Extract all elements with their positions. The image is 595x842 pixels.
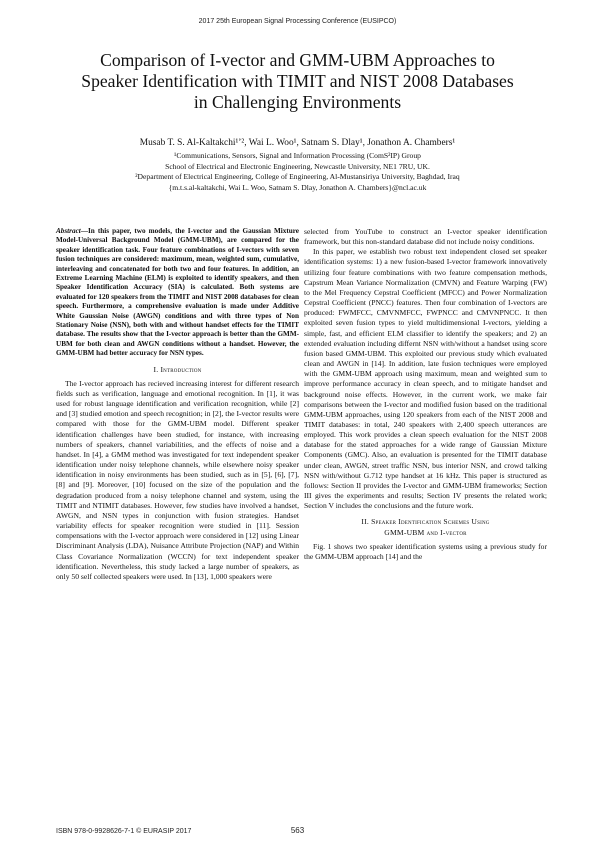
right-column bbox=[304, 227, 547, 562]
body-paragraph: The I-vector approach has recieved increasing interest for different research fields such as verification, language and emotional recognition. In [1], it was used for robust language identification and verification recognition, while [2] and [3] studied emotion and speech recognition; in [2], the I-vector results were compared with those for the GMM-UBM model. Different speaker identification challenges have been studied, for instance, with increasing numbers of speakers, channel variabilities, and the effects of noise and a handset. In [4], a GMM method was investigated for text independent speaker identification under noisy telephone channels, while elsewhere noisy speaker identification in noisy environments has been studied, such as in [5], [6], [7], [8] and [9]. Moreover, [10] focused on the size of the population and the degradation produced from a noisy telephone channel and system, using the TIMIT and NTIMIT databases. However, few studies have involved a handset, AWGN, and NSN types in conjunction with fusion strategies. Handset variability effects for speaker recognition were studied in [11]. Session compensations with the I-vector approach were considered in [12] using Linear Discriminant Analysis (LDA), Nuisance Attribute Projection (NAP) and Within Class Covariance Normalization (WCCN) for text independent speaker identification. Nevertheless, this study lacked a large number of speakers, as only 50 self collected speakers were used. In [13], 1,000 speakers were bbox=[56, 378, 299, 581]
section-number: II. bbox=[361, 517, 369, 527]
affiliation-line: {m.t.s.al-kaltakchi, Wai L. Woo, Satnam S. Dlay, Jonathon A. Chambers}@ncl.ac.uk bbox=[168, 183, 427, 193]
section-title: Introduction bbox=[160, 364, 202, 374]
isbn-footer: ISBN 978-0-9928626-7-1 © EURASIP 2017 bbox=[56, 828, 192, 835]
abstract bbox=[56, 227, 299, 359]
affiliations bbox=[40, 151, 555, 194]
abstract-label: Abstract bbox=[56, 227, 81, 235]
body-paragraph: selected from YouTube to construct an I-vector speaker identification framework, but this non-standard database did not include noisy conditions. bbox=[304, 227, 547, 247]
conference-header: 2017 25th European Signal Processing Conference (EUSIPCO) bbox=[198, 18, 397, 25]
section-title-line: Speaker Identification Schemes Using bbox=[371, 517, 490, 527]
abstract-text: —In this paper, two models, the I-vector and the Gaussian Mixture Model-Universal Background Model (GMM-UBM), are compared for the speaker identification task. Four feature combinations of I-vectors with seven fusion techniques are considered: maximum, mean, weighted sum, cumulative, interleaving and concatenated for both two and four features. In addition, an Extreme Learning Machine (ELM) is exploited to identify speakers, and then Speaker Identification Accuracy (SIA) is calculated. Both systems are evaluated for 120 speakers from the TIMIT and NIST 2008 databases for clean speech. Furthermore, a comprehensive evaluation is made under Additive White Gaussian Noise (AWGN) conditions and with three types of Non Stationary Noise (NSN), both with and without handset effects for the TIMIT database. The results show that the I-vector approach is better than the GMM-UBM for both clean and AWGN conditions without a handset. However, the GMM-UBM had better accuracy for NSN types. bbox=[56, 227, 299, 358]
section-heading-schemes bbox=[304, 517, 547, 537]
affiliation-line: School of Electrical and Electronic Engineering, Newcastle University, NE1 7RU, UK. bbox=[165, 161, 430, 171]
section-title-line: GMM-UBM and I-vector bbox=[384, 527, 467, 537]
title-line: Comparison of I-vector and GMM-UBM Approaches to bbox=[100, 50, 495, 70]
section-number: I. bbox=[153, 364, 159, 374]
affiliation-line: ¹Communications, Sensors, Signal and Information Processing (ComS²IP) Group bbox=[174, 151, 421, 160]
affiliation-line: ²Department of Electrical Engineering, College of Engineering, Al-Mustansiriya University, Baghdad, Iraq bbox=[135, 172, 460, 182]
body-paragraph: Fig. 1 shows two speaker identification systems using a previous study for the GMM-UBM approach [14] and the bbox=[304, 541, 547, 561]
paper-title bbox=[40, 50, 555, 113]
title-line: in Challenging Environments bbox=[193, 92, 402, 112]
body-paragraph: In this paper, we establish two robust text independent closed set speaker identification systems: 1) a new fusion-based I-vector framework innovatively utilizing four feature combinations with two feature compensation methods, Capstrum Mean Variance Normalization (CMVN) and Feature Warping (FW) to the Mel Frequency Cepstral Coefficient (MFCC) and Power Normalization Cepstral Coefficient (PNCC) features. Then four combination of I-vectors are produced: FWMFCC, CMVNMFCC, FWPNCC and CMVNPNCC. It then exploited seven fusion types to yield multidimensional I-vectors, yielding a simple, fast, and efficient ELM classifier to identify the speakers; and 2) an extended evaluation including differnt NSN with/without a handset using score fusion based GMM-UBM. This exploited our previous study which evaluated clean and AWGN in [14]. In addition, late fusion techniques were employed with the GMM-UBM approach using maximum, mean and weighted sum to improve performance accuracy in clean speech, and to mitigate handset and background noise effects. However, in the current work, we make fair comparisons between the I-vector and modified fusion based on the traditional GMM-UBM approaches, using 120 speakers from each of the NIST 2008 and TIMIT databases: in total, 240 speakers with 2,400 speech utterances are employed. This work provides a clean speech evaluation for the NIST 2008 database for the stated approaches for a wide range of Gaussian Mixture Components (GMC). Also, an evaluation is presented for the TIMIT database under clean, AWGN, street traffic NSN, bus interior NSN, and crowd talking NSN with/without G.712 type handset at 16 kHz. This paper is structured as follows: Section II provides the I-vector and GMM-UBM frameworks; Section III gives the experiments and results; Section IV presents the related work; Section V includes the conclusions and the future work. bbox=[304, 247, 547, 511]
author-list: Musab T. S. Al-Kaltakchi¹ʼ², Wai L. Woo¹, Satnam S. Dlay¹, Jonathon A. Chambers¹ bbox=[139, 138, 456, 148]
left-column bbox=[56, 227, 299, 582]
page-number: 563 bbox=[290, 826, 305, 835]
section-heading-introduction bbox=[56, 365, 299, 375]
title-line: Speaker Identification with TIMIT and NIST 2008 Databases bbox=[81, 71, 514, 91]
